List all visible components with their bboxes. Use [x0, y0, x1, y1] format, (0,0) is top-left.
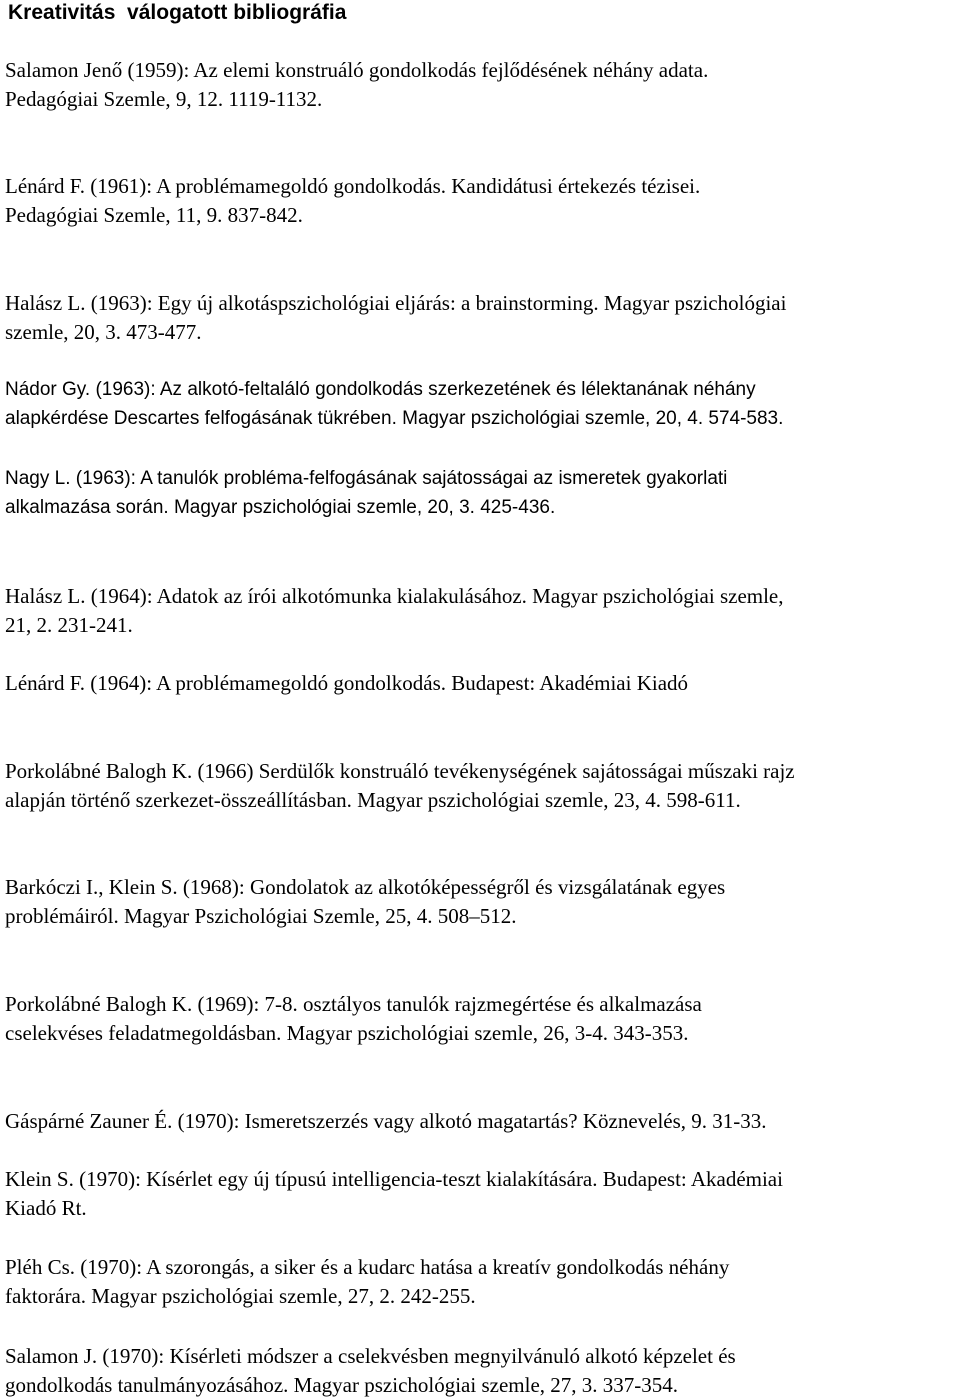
bibliography-entry [5, 172, 960, 230]
entry-line: Salamon J. (1970): Kísérleti módszer a cselekvésben megnyilvánuló alkotó képzelet és [5, 1344, 736, 1368]
entry-line: 21, 2. 231-241. [5, 613, 133, 637]
bibliography-entry [5, 1253, 960, 1311]
entry-line: szemle, 20, 3. 473-477. [5, 320, 202, 344]
bibliography-entry [5, 56, 960, 114]
bibliography-entry [5, 1107, 960, 1136]
bibliography-entry [5, 289, 960, 347]
entry-line: Barkóczi I., Klein S. (1968): Gondolatok az alkotóképességről és vizsgálatának egyes [5, 875, 726, 899]
entry-line: Pedagógiai Szemle, 9, 12. 1119-1132. [5, 87, 323, 111]
entry-line: alapján történő szerkezet-összeállításban. Magyar pszichológiai szemle, 23, 4. 598-611. [5, 788, 741, 812]
entry-line: alkalmazása során. Magyar pszichológiai szemle, 20, 3. 425-436. [5, 497, 556, 518]
entry-line: Nagy L. (1963): A tanulók probléma-felfogásának sajátosságai az ismeretek gyakorlati [5, 468, 728, 489]
bibliography-entry [5, 464, 960, 522]
bibliography-entry [5, 873, 960, 931]
bibliography-entry [5, 1165, 960, 1223]
entry-line: Halász L. (1963): Egy új alkotáspszichológiai eljárás: a brainstorming. Magyar pszichológiai [5, 291, 787, 315]
entry-line: Gáspárné Zauner É. (1970): Ismeretszerzés vagy alkotó magatartás? Köznevelés, 9. 31-33. [5, 1109, 767, 1133]
entry-line: problémáiról. Magyar Pszichológiai Szemle, 25, 4. 508–512. [5, 904, 517, 928]
page-title: Kreativitás válogatott bibliográfia [8, 1, 347, 24]
entry-line: Salamon Jenő (1959): Az elemi konstruáló gondolkodás fejlődésének néhány adata. [5, 58, 709, 82]
entry-line: Pedagógiai Szemle, 11, 9. 837-842. [5, 203, 303, 227]
entry-line: Lénárd F. (1961): A problémamegoldó gondolkodás. Kandidátusi értekezés tézisei. [5, 174, 701, 198]
entry-line: Kiadó Rt. [5, 1196, 87, 1220]
entry-line: Pléh Cs. (1970): A szorongás, a siker és a kudarc hatása a kreatív gondolkodás néhány [5, 1255, 730, 1279]
bibliography-entry [5, 990, 960, 1048]
bibliography-entry [5, 375, 960, 433]
entry-line: Klein S. (1970): Kísérlet egy új típusú intelligencia-teszt kialakítására. Budapest: Akadémiai [5, 1167, 783, 1191]
entry-line: Lénárd F. (1964): A problémamegoldó gondolkodás. Budapest: Akadémiai Kiadó [5, 671, 689, 695]
bibliography-entry [5, 669, 960, 698]
entry-line: alapkérdése Descartes felfogásának tükrében. Magyar pszichológiai szemle, 20, 4. 574-583. [5, 408, 784, 429]
bibliography-entry [5, 1342, 960, 1400]
entry-line: faktorára. Magyar pszichológiai szemle, 27, 2. 242-255. [5, 1284, 476, 1308]
entry-line: Porkolábné Balogh K. (1966) Serdülők konstruáló tevékenységének sajátosságai műszaki rajz [5, 759, 795, 783]
bibliography-entry [5, 582, 960, 640]
entry-line: cselekvéses feladatmegoldásban. Magyar pszichológiai szemle, 26, 3-4. 343-353. [5, 1021, 689, 1045]
entry-line: Halász L. (1964): Adatok az írói alkotómunka kialakulásához. Magyar pszichológiai szemle, [5, 584, 784, 608]
bibliography-entry [5, 757, 960, 815]
entry-line: gondolkodás tanulmányozásához. Magyar pszichológiai szemle, 27, 3. 337-354. [5, 1373, 679, 1397]
entry-line: Porkolábné Balogh K. (1969): 7-8. osztályos tanulók rajzmegértése és alkalmazása [5, 992, 702, 1016]
entry-line: Nádor Gy. (1963): Az alkotó-feltaláló gondolkodás szerkezetének és lélektanának néhány [5, 379, 756, 400]
